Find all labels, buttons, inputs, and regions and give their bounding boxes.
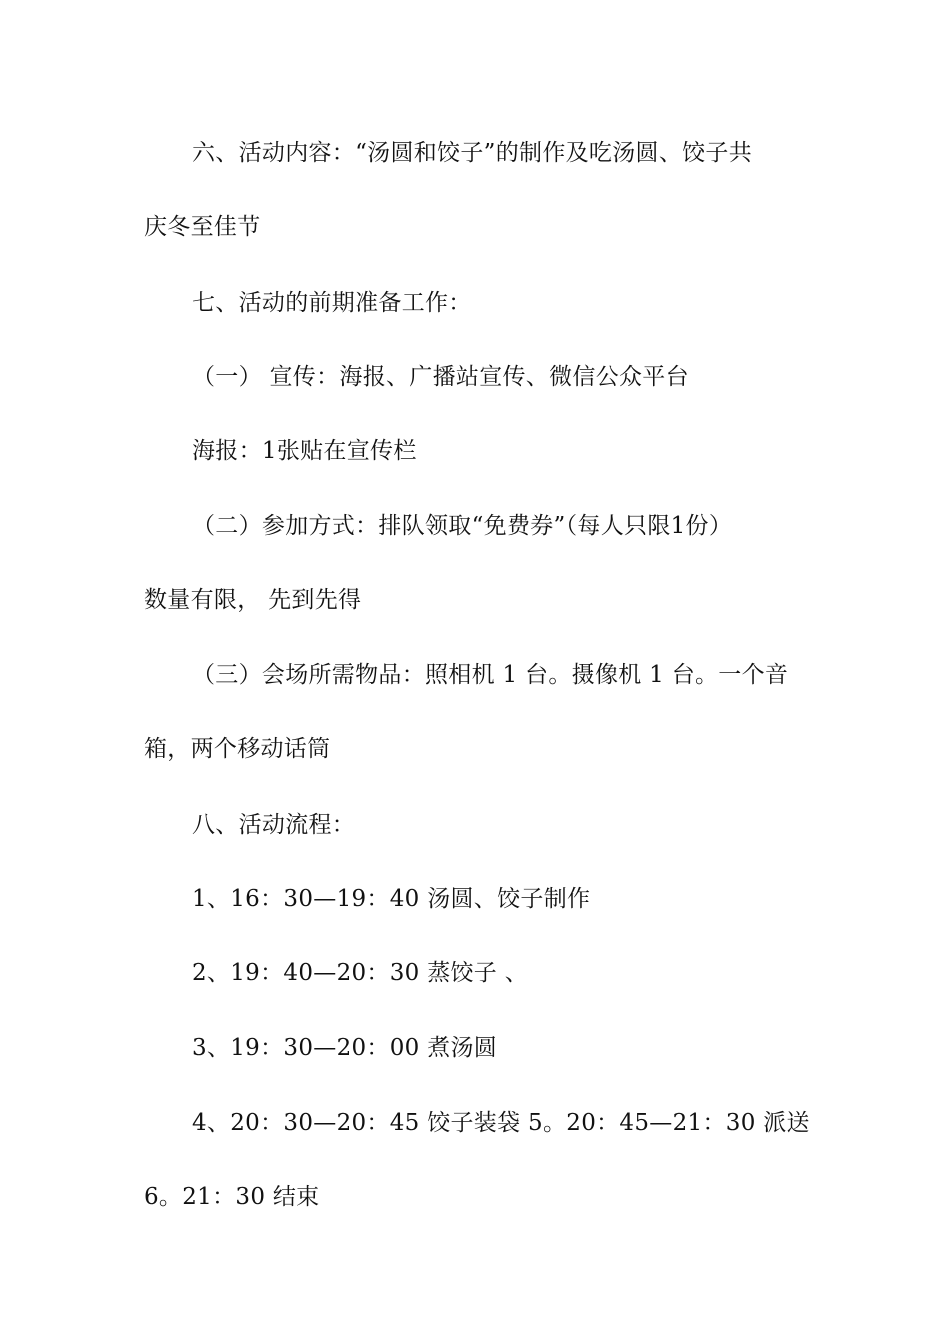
- item-two-participation: （二）参加方式：排队领取“免费券”（每人只限1份）: [192, 513, 733, 539]
- section-six-content-line: 六、活动内容：“汤圆和饺子”的制作及吃汤圆、饺子共: [192, 140, 753, 166]
- section-seven-heading: 七、活动的前期准备工作：: [192, 290, 472, 316]
- schedule-step-2: 2、19：40—20：30 蒸饺子 、: [192, 960, 529, 986]
- item-one-publicity: （一） 宣传：海报、广播站宣传、微信公众平台: [192, 364, 689, 390]
- schedule-step-3: 3、19：30—20：00 煮汤圆: [192, 1035, 498, 1061]
- schedule-step-6: 6。21：30 结束: [144, 1184, 320, 1210]
- schedule-step-4-5: 4、20：30—20：45 饺子装袋 5。20：45—21：30 派送: [192, 1110, 810, 1136]
- section-six-content-continuation: 庆冬至佳节: [144, 214, 261, 240]
- item-three-continuation: 箱，两个移动话筒: [144, 736, 331, 762]
- item-three-supplies: （三）会场所需物品：照相机 1 台。摄像机 1 台。一个音: [192, 662, 789, 688]
- item-two-continuation: 数量有限， 先到先得: [144, 587, 362, 613]
- section-eight-heading: 八、活动流程：: [192, 812, 356, 838]
- schedule-step-1: 1、16：30—19：40 汤圆、饺子制作: [192, 886, 591, 912]
- poster-note: 海报：1张贴在宣传栏: [192, 438, 417, 464]
